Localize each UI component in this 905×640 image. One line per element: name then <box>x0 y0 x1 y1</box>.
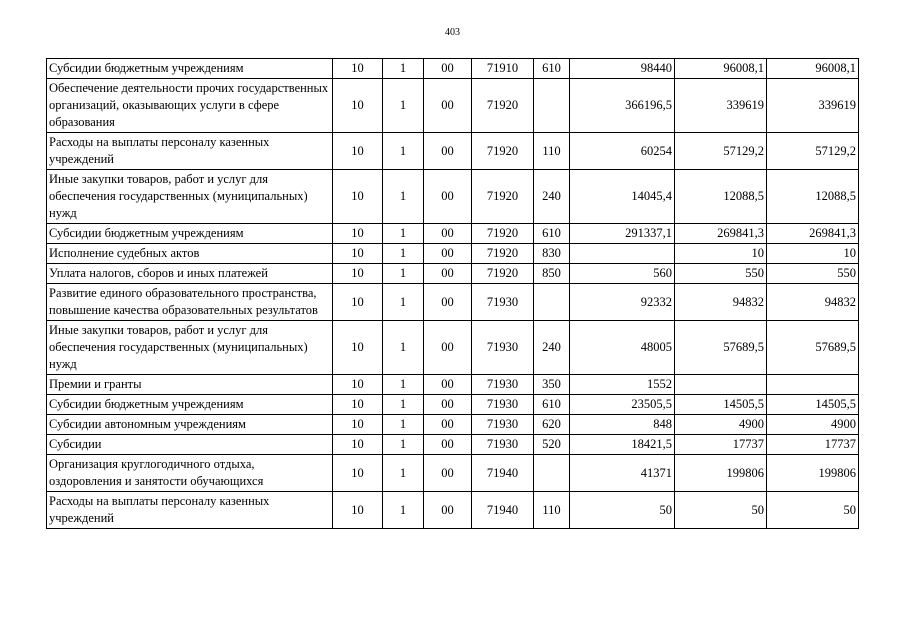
amount-cell-1: 291337,1 <box>570 224 675 244</box>
amount-cell-3: 96008,1 <box>767 59 859 79</box>
subsection-code-cell: 1 <box>383 284 424 321</box>
subsection-code-cell: 1 <box>383 170 424 224</box>
expense-name-cell: Субсидии автономным учреждениям <box>47 415 333 435</box>
expense-name-cell: Премии и гранты <box>47 375 333 395</box>
amount-cell-1 <box>570 244 675 264</box>
target-item-code-cell: 71920 <box>472 170 534 224</box>
program-code-cell: 00 <box>424 284 472 321</box>
program-code-cell: 00 <box>424 79 472 133</box>
section-code-cell: 10 <box>333 59 383 79</box>
expense-type-code-cell <box>534 455 570 492</box>
amount-cell-2: 50 <box>675 492 767 529</box>
program-code-cell: 00 <box>424 375 472 395</box>
subsection-code-cell: 1 <box>383 375 424 395</box>
section-code-cell: 10 <box>333 244 383 264</box>
expense-name-cell: Организация круглогодичного отдыха, оздоровления и занятости обучающихся <box>47 455 333 492</box>
target-item-code-cell: 71920 <box>472 264 534 284</box>
target-item-code-cell: 71920 <box>472 133 534 170</box>
program-code-cell: 00 <box>424 492 472 529</box>
amount-cell-3: 94832 <box>767 284 859 321</box>
expense-type-code-cell: 240 <box>534 170 570 224</box>
amount-cell-3: 4900 <box>767 415 859 435</box>
amount-cell-1: 1552 <box>570 375 675 395</box>
expense-type-code-cell: 520 <box>534 435 570 455</box>
expense-name-cell: Субсидии бюджетным учреждениям <box>47 395 333 415</box>
expense-name-cell: Расходы на выплаты персоналу казенных учреждений <box>47 492 333 529</box>
table-row <box>47 244 859 264</box>
amount-cell-1: 14045,4 <box>570 170 675 224</box>
expense-name-cell: Расходы на выплаты персоналу казенных учреждений <box>47 133 333 170</box>
subsection-code-cell: 1 <box>383 79 424 133</box>
subsection-code-cell: 1 <box>383 395 424 415</box>
section-code-cell: 10 <box>333 435 383 455</box>
table-row <box>47 375 859 395</box>
budget-table <box>46 58 859 529</box>
table-row <box>47 492 859 529</box>
subsection-code-cell: 1 <box>383 415 424 435</box>
expense-name-cell: Исполнение судебных актов <box>47 244 333 264</box>
section-code-cell: 10 <box>333 395 383 415</box>
subsection-code-cell: 1 <box>383 492 424 529</box>
expense-type-code-cell: 830 <box>534 244 570 264</box>
amount-cell-2: 199806 <box>675 455 767 492</box>
amount-cell-2: 17737 <box>675 435 767 455</box>
section-code-cell: 10 <box>333 79 383 133</box>
program-code-cell: 00 <box>424 224 472 244</box>
section-code-cell: 10 <box>333 375 383 395</box>
amount-cell-3: 57129,2 <box>767 133 859 170</box>
expense-type-code-cell <box>534 284 570 321</box>
program-code-cell: 00 <box>424 455 472 492</box>
amount-cell-3: 339619 <box>767 79 859 133</box>
expense-type-code-cell: 110 <box>534 492 570 529</box>
program-code-cell: 00 <box>424 435 472 455</box>
expense-type-code-cell: 110 <box>534 133 570 170</box>
expense-type-code-cell: 610 <box>534 224 570 244</box>
amount-cell-2: 94832 <box>675 284 767 321</box>
amount-cell-3: 57689,5 <box>767 321 859 375</box>
section-code-cell: 10 <box>333 170 383 224</box>
expense-type-code-cell: 240 <box>534 321 570 375</box>
amount-cell-2: 57689,5 <box>675 321 767 375</box>
target-item-code-cell: 71930 <box>472 415 534 435</box>
section-code-cell: 10 <box>333 492 383 529</box>
expense-name-cell: Субсидии <box>47 435 333 455</box>
table-row <box>47 59 859 79</box>
target-item-code-cell: 71930 <box>472 321 534 375</box>
amount-cell-2: 4900 <box>675 415 767 435</box>
section-code-cell: 10 <box>333 133 383 170</box>
subsection-code-cell: 1 <box>383 133 424 170</box>
section-code-cell: 10 <box>333 284 383 321</box>
section-code-cell: 10 <box>333 264 383 284</box>
amount-cell-2: 96008,1 <box>675 59 767 79</box>
subsection-code-cell: 1 <box>383 224 424 244</box>
amount-cell-1: 48005 <box>570 321 675 375</box>
target-item-code-cell: 71930 <box>472 375 534 395</box>
table-row <box>47 321 859 375</box>
program-code-cell: 00 <box>424 170 472 224</box>
target-item-code-cell: 71910 <box>472 59 534 79</box>
amount-cell-1: 92332 <box>570 284 675 321</box>
target-item-code-cell: 71940 <box>472 455 534 492</box>
subsection-code-cell: 1 <box>383 264 424 284</box>
amount-cell-3: 14505,5 <box>767 395 859 415</box>
target-item-code-cell: 71930 <box>472 435 534 455</box>
table-row <box>47 395 859 415</box>
expense-type-code-cell: 610 <box>534 59 570 79</box>
expense-type-code-cell: 610 <box>534 395 570 415</box>
target-item-code-cell: 71930 <box>472 395 534 415</box>
amount-cell-1: 41371 <box>570 455 675 492</box>
target-item-code-cell: 71920 <box>472 244 534 264</box>
amount-cell-1: 50 <box>570 492 675 529</box>
expense-type-code-cell: 850 <box>534 264 570 284</box>
amount-cell-1: 18421,5 <box>570 435 675 455</box>
subsection-code-cell: 1 <box>383 321 424 375</box>
amount-cell-2: 10 <box>675 244 767 264</box>
table-row <box>47 415 859 435</box>
amount-cell-3: 17737 <box>767 435 859 455</box>
amount-cell-3: 12088,5 <box>767 170 859 224</box>
program-code-cell: 00 <box>424 264 472 284</box>
section-code-cell: 10 <box>333 455 383 492</box>
expense-name-cell: Иные закупки товаров, работ и услуг для обеспечения государственных (муниципальных) нужд <box>47 321 333 375</box>
subsection-code-cell: 1 <box>383 435 424 455</box>
amount-cell-3: 269841,3 <box>767 224 859 244</box>
amount-cell-2 <box>675 375 767 395</box>
table-row <box>47 455 859 492</box>
target-item-code-cell: 71940 <box>472 492 534 529</box>
program-code-cell: 00 <box>424 415 472 435</box>
table-row <box>47 170 859 224</box>
section-code-cell: 10 <box>333 224 383 244</box>
amount-cell-1: 98440 <box>570 59 675 79</box>
table-row <box>47 133 859 170</box>
subsection-code-cell: 1 <box>383 455 424 492</box>
amount-cell-3: 50 <box>767 492 859 529</box>
expense-name-cell: Субсидии бюджетным учреждениям <box>47 224 333 244</box>
table-row <box>47 284 859 321</box>
amount-cell-2: 550 <box>675 264 767 284</box>
target-item-code-cell: 71920 <box>472 224 534 244</box>
table-row <box>47 435 859 455</box>
amount-cell-1: 60254 <box>570 133 675 170</box>
amount-cell-1: 23505,5 <box>570 395 675 415</box>
expense-type-code-cell: 350 <box>534 375 570 395</box>
expense-name-cell: Развитие единого образовательного пространства, повышение качества образовательных результатов <box>47 284 333 321</box>
program-code-cell: 00 <box>424 321 472 375</box>
subsection-code-cell: 1 <box>383 59 424 79</box>
amount-cell-2: 12088,5 <box>675 170 767 224</box>
amount-cell-3: 199806 <box>767 455 859 492</box>
amount-cell-1: 560 <box>570 264 675 284</box>
expense-type-code-cell: 620 <box>534 415 570 435</box>
section-code-cell: 10 <box>333 321 383 375</box>
amount-cell-3: 550 <box>767 264 859 284</box>
table-row <box>47 224 859 244</box>
table-body <box>47 59 859 529</box>
target-item-code-cell: 71920 <box>472 79 534 133</box>
expense-type-code-cell <box>534 79 570 133</box>
amount-cell-2: 14505,5 <box>675 395 767 415</box>
target-item-code-cell: 71930 <box>472 284 534 321</box>
amount-cell-1: 366196,5 <box>570 79 675 133</box>
expense-name-cell: Иные закупки товаров, работ и услуг для обеспечения государственных (муниципальных) нужд <box>47 170 333 224</box>
amount-cell-1: 848 <box>570 415 675 435</box>
program-code-cell: 00 <box>424 244 472 264</box>
program-code-cell: 00 <box>424 59 472 79</box>
table-row <box>47 79 859 133</box>
amount-cell-2: 269841,3 <box>675 224 767 244</box>
page-number: 403 <box>445 27 460 38</box>
amount-cell-3 <box>767 375 859 395</box>
expense-name-cell: Обеспечение деятельности прочих государственных организаций, оказывающих услуги в сфере образования <box>47 79 333 133</box>
table-row <box>47 264 859 284</box>
expense-name-cell: Субсидии бюджетным учреждениям <box>47 59 333 79</box>
program-code-cell: 00 <box>424 395 472 415</box>
amount-cell-3: 10 <box>767 244 859 264</box>
expense-name-cell: Уплата налогов, сборов и иных платежей <box>47 264 333 284</box>
subsection-code-cell: 1 <box>383 244 424 264</box>
section-code-cell: 10 <box>333 415 383 435</box>
program-code-cell: 00 <box>424 133 472 170</box>
amount-cell-2: 57129,2 <box>675 133 767 170</box>
amount-cell-2: 339619 <box>675 79 767 133</box>
